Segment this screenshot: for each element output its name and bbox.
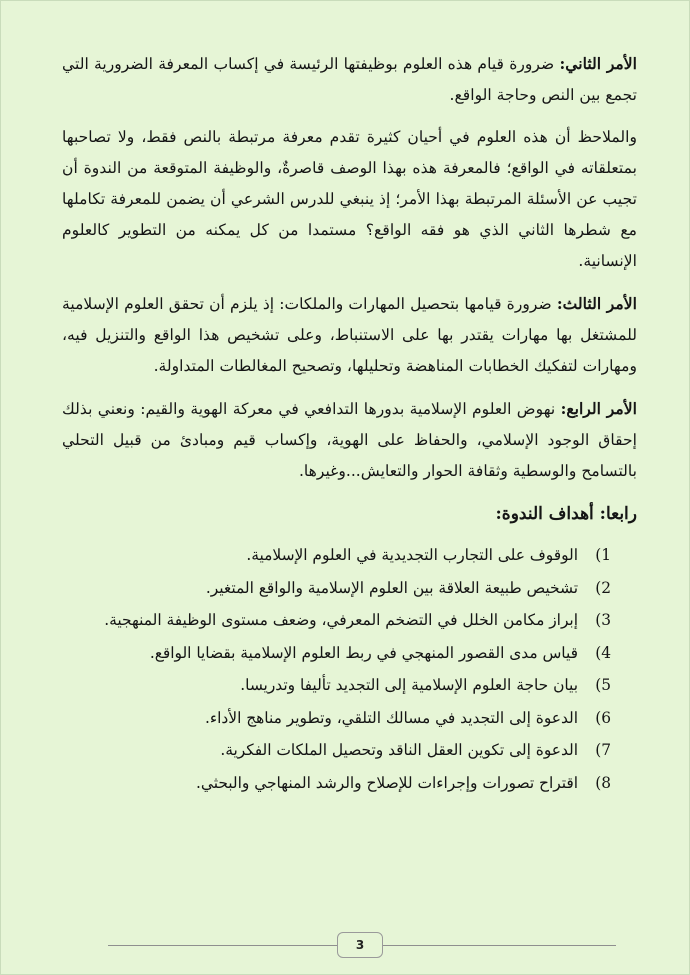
list-item-number: 1) <box>595 546 611 564</box>
list-item <box>62 767 611 800</box>
list-item <box>62 637 611 670</box>
paragraph-lead: الأمر الرابع: <box>560 399 637 418</box>
list-item-text: تشخيص طبيعة العلاقة بين العلوم الإسلامية والواقع المتغير. <box>205 578 578 597</box>
objectives-list <box>62 539 637 799</box>
list-item-text: الوقوف على التجارب التجديدية في العلوم الإسلامية. <box>246 546 578 564</box>
list-item-number: 6) <box>595 708 611 727</box>
list-item-text: الدعوة إلى التجديد في مسالك التلقي، وتطوير مناهج الأداء. <box>205 708 578 727</box>
list-item-text: بيان حاجة العلوم الإسلامية إلى التجديد تأليفا وتدريسا. <box>240 676 578 694</box>
list-item-text: اقتراح تصورات وإجراءات للإصلاح والرشد المنهاجي والبحثي. <box>195 773 578 792</box>
list-item <box>62 572 611 605</box>
list-item-number: 7) <box>595 741 611 759</box>
list-item <box>62 669 611 702</box>
paragraph-text: والملاحظ أن هذه العلوم في أحيان كثيرة تقدم معرفة مرتبطة بالنص فقط، ولا تصاحبها بمتعلقاته في الواقع؛ فالمعرفة هذه بهذا الوصف قاصرةٌ، والوظيفة المتوقعة من الندوة أن تجيب عن الأسئلة المرتبطة بهذا الأمر؛ إذ ينبغي للدرس الشرعي أن يضمن للمعرفة تكاملها مع شطرها الثاني الذي هو فقه الواقع؟ مستمدا من كل يمكنه من التطوير كالعلوم الإنسانية. <box>62 128 637 270</box>
page-footer <box>108 931 616 959</box>
list-item-text: الدعوة إلى تكوين العقل الناقد وتحصيل الملكات الفكرية. <box>220 741 578 759</box>
paragraph-text: ضرورة قيامها بتحصيل المهارات والملكات: إذ يلزم أن تحقق العلوم الإسلامية للمشتغل بها مهارات يقتدر بها على الاستنباط، وعلى تشخيص هذا الواقع والتنزيل فيه، ومهارات لتفكيك الخطابات المناهضة وتحليلها، وتصحيح المغالطات المتداولة. <box>62 295 637 375</box>
list-item-text: إبراز مكامن الخلل في التضخم المعرفي، وضعف مستوى الوظيفة المنهجية. <box>104 611 578 629</box>
paragraph-text: ضرورة قيام هذه العلوم بوظيفتها الرئيسة في إكساب المعرفة الضرورية التي تجمع بين النص وحاجة الواقع. <box>62 55 637 104</box>
list-item <box>62 734 611 767</box>
list-item <box>62 604 611 637</box>
section-title-objectives: رابعا: أهداف الندوة: <box>495 504 637 524</box>
page-number: 3 <box>337 932 383 958</box>
paragraph-lead: الأمر الثالث: <box>556 294 637 313</box>
list-item-number: 5) <box>595 676 611 694</box>
paragraph-lead: الأمر الثاني: <box>559 54 638 73</box>
paragraph-text: نهوض العلوم الإسلامية بدورها التدافعي في معركة الهوية والقيم: ونعني بذلك إحقاق الوجود الإسلامي، والحفاظ على الهوية، وإكساب قيم ومبادئ من قبيل التحلي بالتسامح والوسطية وثقافة الحوار والتعايش...وغيرها. <box>62 400 637 480</box>
list-item-number: 4) <box>595 643 611 662</box>
paragraph-third-matter <box>62 288 637 382</box>
paragraph-observation <box>62 122 637 277</box>
list-item-number: 2) <box>595 578 611 597</box>
list-item-number: 8) <box>595 773 611 792</box>
paragraph-fourth-matter <box>62 393 637 487</box>
list-item <box>62 702 611 735</box>
list-item-text: قياس مدى القصور المنهجي في ربط العلوم الإسلامية بقضايا الواقع. <box>149 643 578 662</box>
document-body <box>62 48 637 799</box>
paragraph-second-matter <box>62 48 637 111</box>
list-item <box>62 539 611 572</box>
list-item-number: 3) <box>595 611 611 629</box>
